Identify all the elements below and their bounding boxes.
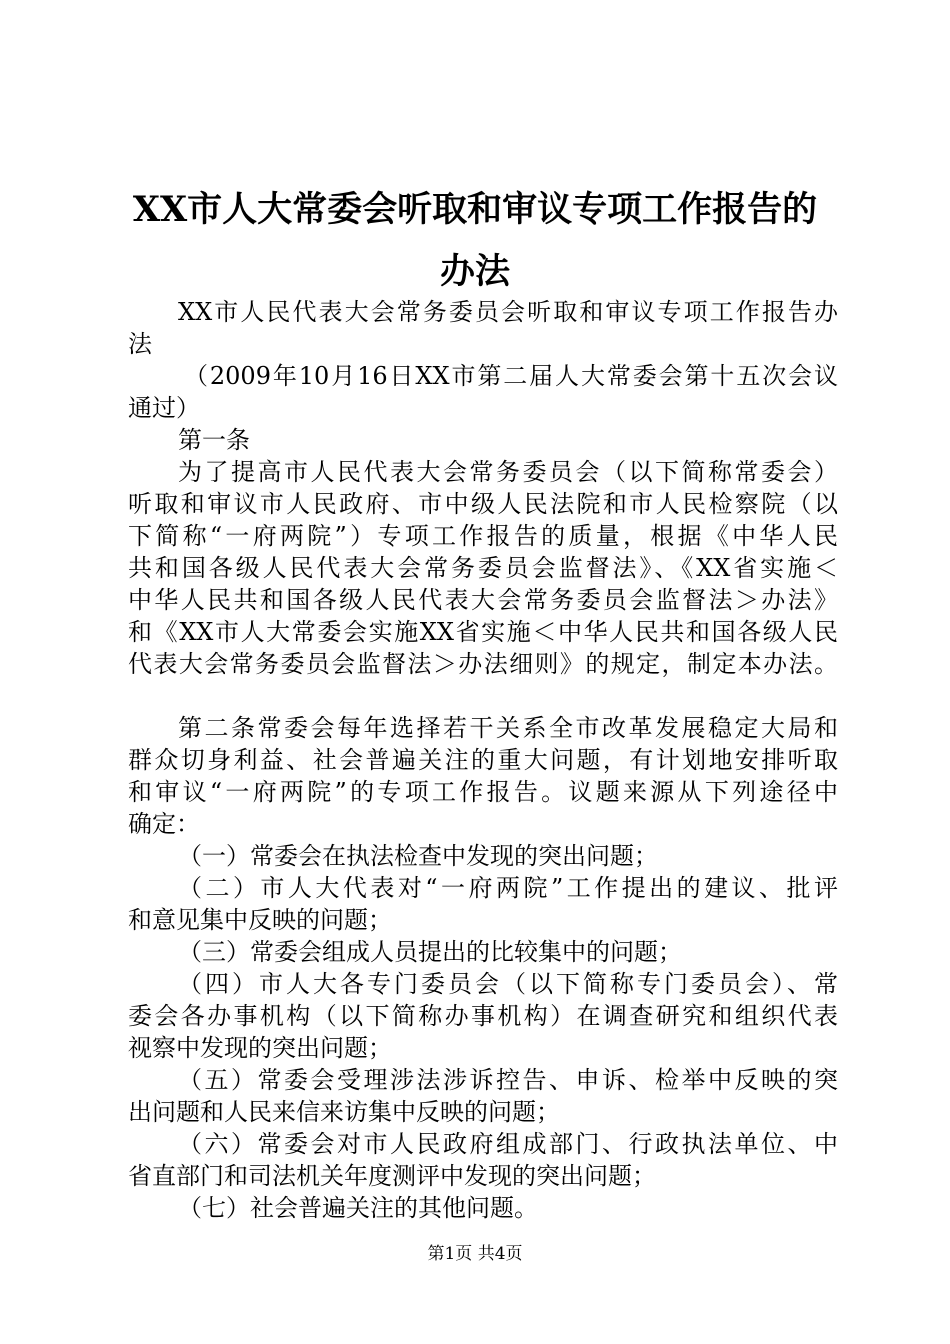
article-2-line: 第二条常委会每年选择若干关系全市改革发展稳定大局和 — [178, 714, 838, 742]
article-2-line: 确定： — [128, 810, 200, 838]
adoption-note-line: （2009年10月16日XX市第二届人大常委会第十五次会议 — [184, 362, 838, 390]
list-item-5-line: （五）常委会受理涉法涉诉控告、申诉、检举中反映的突 — [178, 1066, 838, 1094]
list-item-4-line: 委会各办事机构（以下简称办事机构）在调查研究和组织代表 — [128, 1002, 838, 1030]
article-1-line: 听取和审议市人民政府、市中级人民法院和市人民检察院（以 — [128, 490, 838, 518]
list-item-3: （三）常委会组成人员提出的比较集中的问题； — [178, 938, 682, 966]
article-heading: 第一条 — [178, 426, 250, 454]
article-1-line: 共和国各级人民代表大会常务委员会监督法》、《XX省实施＜ — [128, 554, 838, 582]
list-item-4-line: 视察中发现的突出问题； — [128, 1034, 392, 1062]
list-item-2-line: （二）市人大代表对“一府两院”工作提出的建议、批评 — [178, 874, 838, 902]
list-item-6-line: （六）常委会对市人民政府组成部门、行政执法单位、中 — [178, 1130, 838, 1158]
document-body — [128, 296, 838, 1224]
article-1-line: 中华人民共和国各级人民代表大会常务委员会监督法＞办法》 — [128, 586, 838, 614]
list-item-2-line: 和意见集中反映的问题； — [128, 906, 392, 934]
list-item-1: （一）常委会在执法检查中发现的突出问题； — [178, 842, 658, 870]
page-number-footer: 第1页 共4页 — [427, 1244, 523, 1264]
article-2-line: 群众切身利益、社会普遍关注的重大问题，有计划地安排听取 — [128, 746, 838, 774]
article-1-line: 为了提高市人民代表大会常务委员会（以下简称常委会） — [178, 458, 838, 486]
list-item-5-line: 出问题和人民来信来访集中反映的问题； — [128, 1098, 560, 1126]
list-item-4-line: （四）市人大各专门委员会（以下简称专门委员会）、常 — [178, 970, 838, 998]
article-2-line: 和审议“一府两院”的专项工作报告。议题来源从下列途径中 — [128, 778, 838, 806]
preamble-line: XX市人民代表大会常务委员会听取和审议专项工作报告办 — [178, 298, 838, 326]
adoption-note-line: 通过） — [128, 394, 200, 422]
document-title-line-2: 办法 — [439, 251, 510, 292]
article-1-line: 下简称“一府两院”）专项工作报告的质量，根据《中华人民 — [128, 522, 838, 550]
article-1-line: 代表大会常务委员会监督法＞办法细则》的规定，制定本办法。 — [128, 650, 838, 678]
article-1-line: 和《XX市人大常委会实施XX省实施＜中华人民共和国各级人民 — [128, 618, 838, 646]
list-item-6-line: 省直部门和司法机关年度测评中发现的突出问题； — [128, 1162, 656, 1190]
preamble-line: 法 — [128, 330, 152, 358]
document-title-line-1: XX市人大常委会听取和审议专项工作报告的 — [132, 189, 818, 230]
list-item-7: （七）社会普遍关注的其他问题。 — [178, 1194, 538, 1222]
paragraph-spacer — [128, 680, 838, 712]
